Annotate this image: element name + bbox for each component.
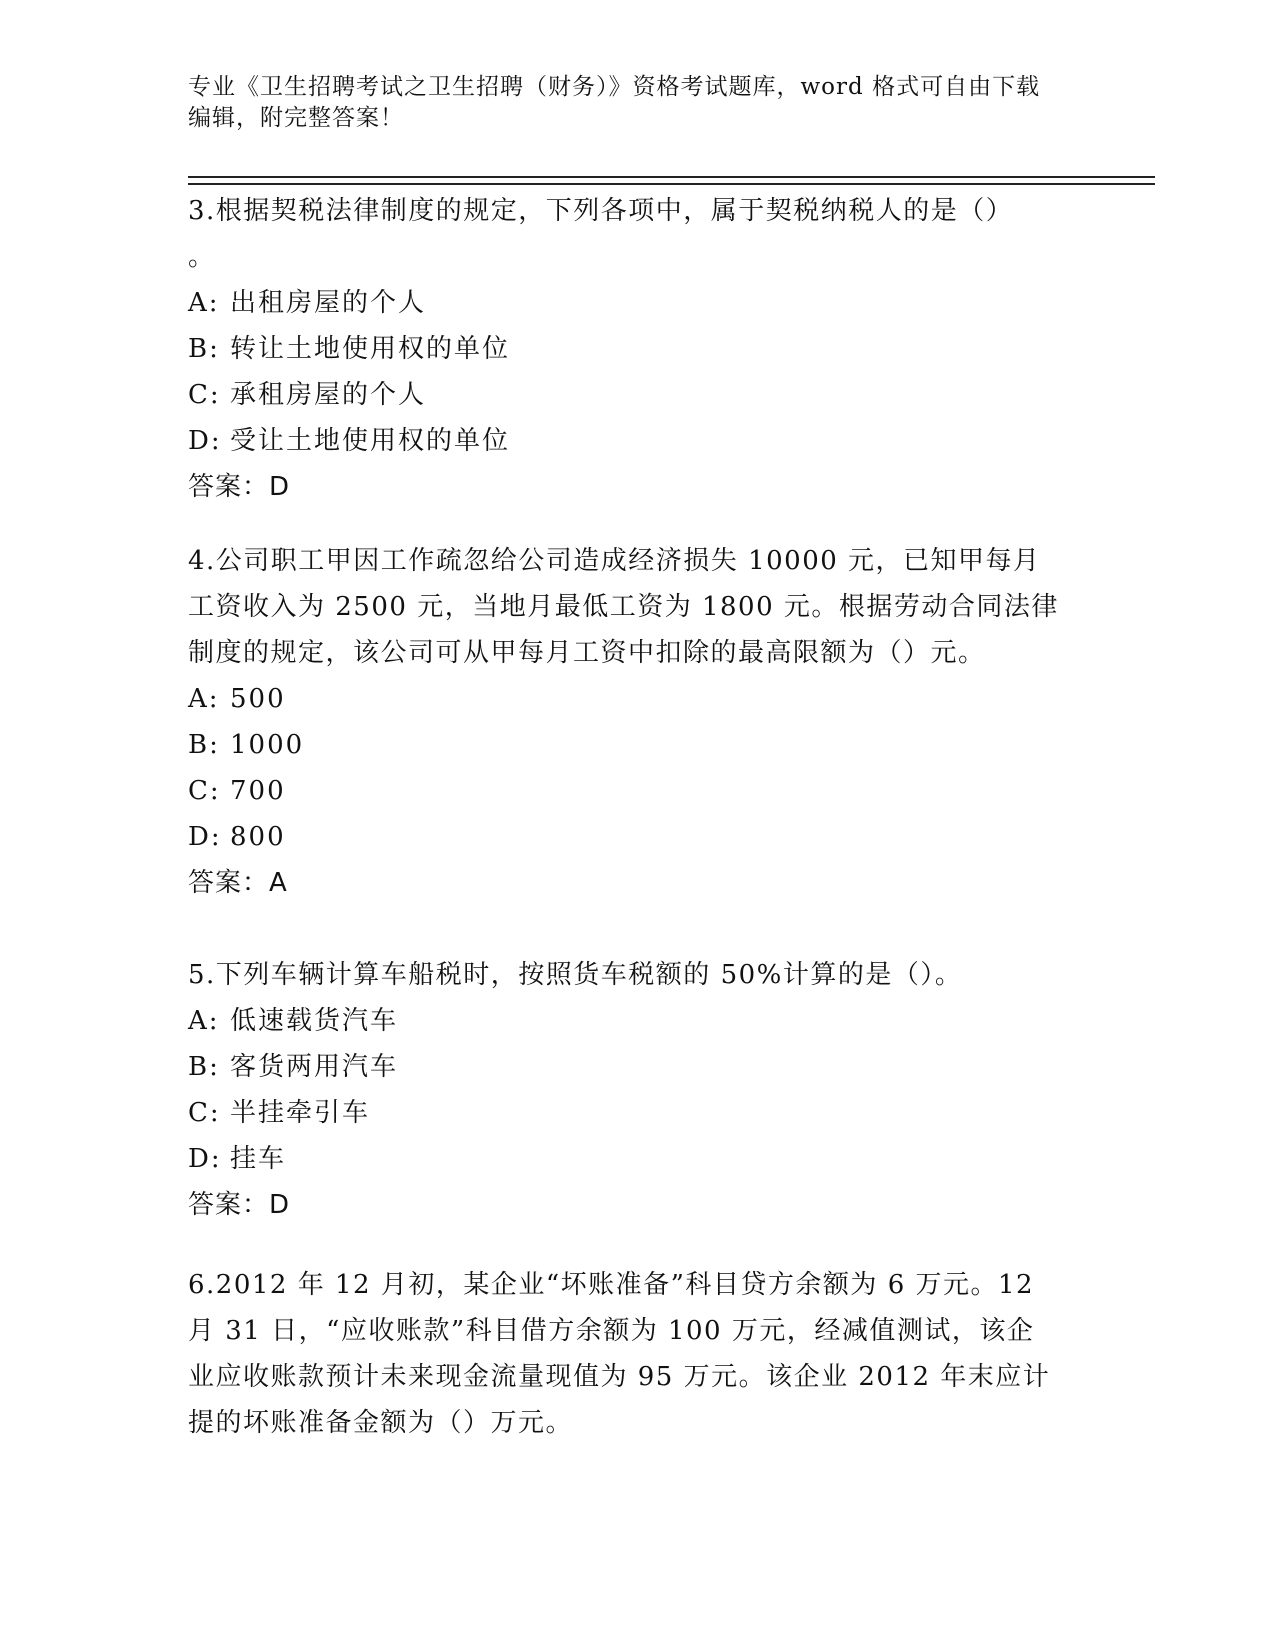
option-b: [188, 326, 1088, 372]
answer-text: 答案：A: [188, 868, 288, 898]
option-b: [188, 1044, 1088, 1090]
option-text: 受让土地使用权的单位: [230, 426, 511, 456]
option-letter: C:: [188, 380, 221, 410]
option-text: 挂车: [230, 1144, 287, 1174]
option-letter: B:: [188, 1052, 220, 1082]
answer-text: 答案：D: [188, 472, 291, 502]
stem-line: 业应收账款预计未来现金流量现值为 95 万元。该企业 2012 年末应计: [188, 1362, 1051, 1392]
option-letter: B:: [188, 730, 220, 760]
option-a: [188, 998, 1088, 1044]
option-text: 转让土地使用权的单位: [230, 334, 511, 364]
stem-line: 。: [188, 242, 216, 272]
option-c: [188, 768, 1088, 814]
option-text: 800: [230, 822, 286, 852]
question-stem: [188, 538, 1088, 676]
stem-line: 6.2012 年 12 月初，某企业“坏账准备”科目贷方余额为 6 万元。12: [188, 1270, 1035, 1300]
option-text: 承租房屋的个人: [230, 380, 427, 410]
question-4: [188, 538, 1088, 906]
option-letter: C:: [188, 1098, 221, 1128]
option-d: [188, 418, 1088, 464]
header-line-2: 编辑，附完整答案！: [188, 105, 404, 131]
option-b: [188, 722, 1088, 768]
option-a: [188, 280, 1088, 326]
question-stem: [188, 952, 1088, 998]
option-letter: D:: [188, 426, 222, 456]
option-d: [188, 1136, 1088, 1182]
option-letter: A:: [188, 1006, 220, 1036]
stem-line: 提的坏账准备金额为（）万元。: [188, 1408, 574, 1438]
option-c: [188, 1090, 1088, 1136]
stem-line: 工资收入为 2500 元，当地月最低工资为 1800 元。根据劳动合同法律: [188, 592, 1059, 622]
stem-line: 5.下列车辆计算车船税时，按照货车税额的 50%计算的是（）。: [188, 960, 963, 990]
option-text: 半挂牵引车: [230, 1098, 371, 1128]
question-5: [188, 952, 1088, 1228]
option-letter: A:: [188, 288, 220, 318]
stem-line: 制度的规定，该公司可从甲每月工资中扣除的最高限额为（）元。: [188, 638, 986, 668]
option-a: [188, 676, 1088, 722]
option-c: [188, 372, 1088, 418]
option-text: 500: [230, 684, 286, 714]
option-letter: D:: [188, 1144, 222, 1174]
option-d: [188, 814, 1088, 860]
option-text: 1000: [230, 730, 305, 760]
stem-line: 4.公司职工甲因工作疏忽给公司造成经济损失 10000 元，已知甲每月: [188, 546, 1041, 576]
document-header: [188, 72, 1088, 134]
question-stem: [188, 188, 1088, 280]
question-6: [188, 1262, 1088, 1446]
option-text: 客货两用汽车: [230, 1052, 399, 1082]
header-divider-bottom: [188, 183, 1155, 185]
answer-text: 答案：D: [188, 1190, 291, 1220]
stem-line: 3.根据契税法律制度的规定，下列各项中，属于契税纳税人的是（）: [188, 196, 1014, 226]
option-letter: A:: [188, 684, 220, 714]
stem-line: 月 31 日，“应收账款”科目借方余额为 100 万元，经减值测试，该企: [188, 1316, 1035, 1346]
option-text: 低速载货汽车: [230, 1006, 399, 1036]
option-letter: B:: [188, 334, 220, 364]
option-text: 出租房屋的个人: [230, 288, 427, 318]
header-line-1: 专业《卫生招聘考试之卫生招聘（财务）》资格考试题库，word 格式可自由下载: [188, 74, 1041, 100]
option-text: 700: [230, 776, 286, 806]
option-letter: C:: [188, 776, 221, 806]
header-divider-top: [188, 176, 1155, 178]
option-letter: D:: [188, 822, 222, 852]
question-stem: [188, 1262, 1088, 1446]
question-3: [188, 188, 1088, 510]
